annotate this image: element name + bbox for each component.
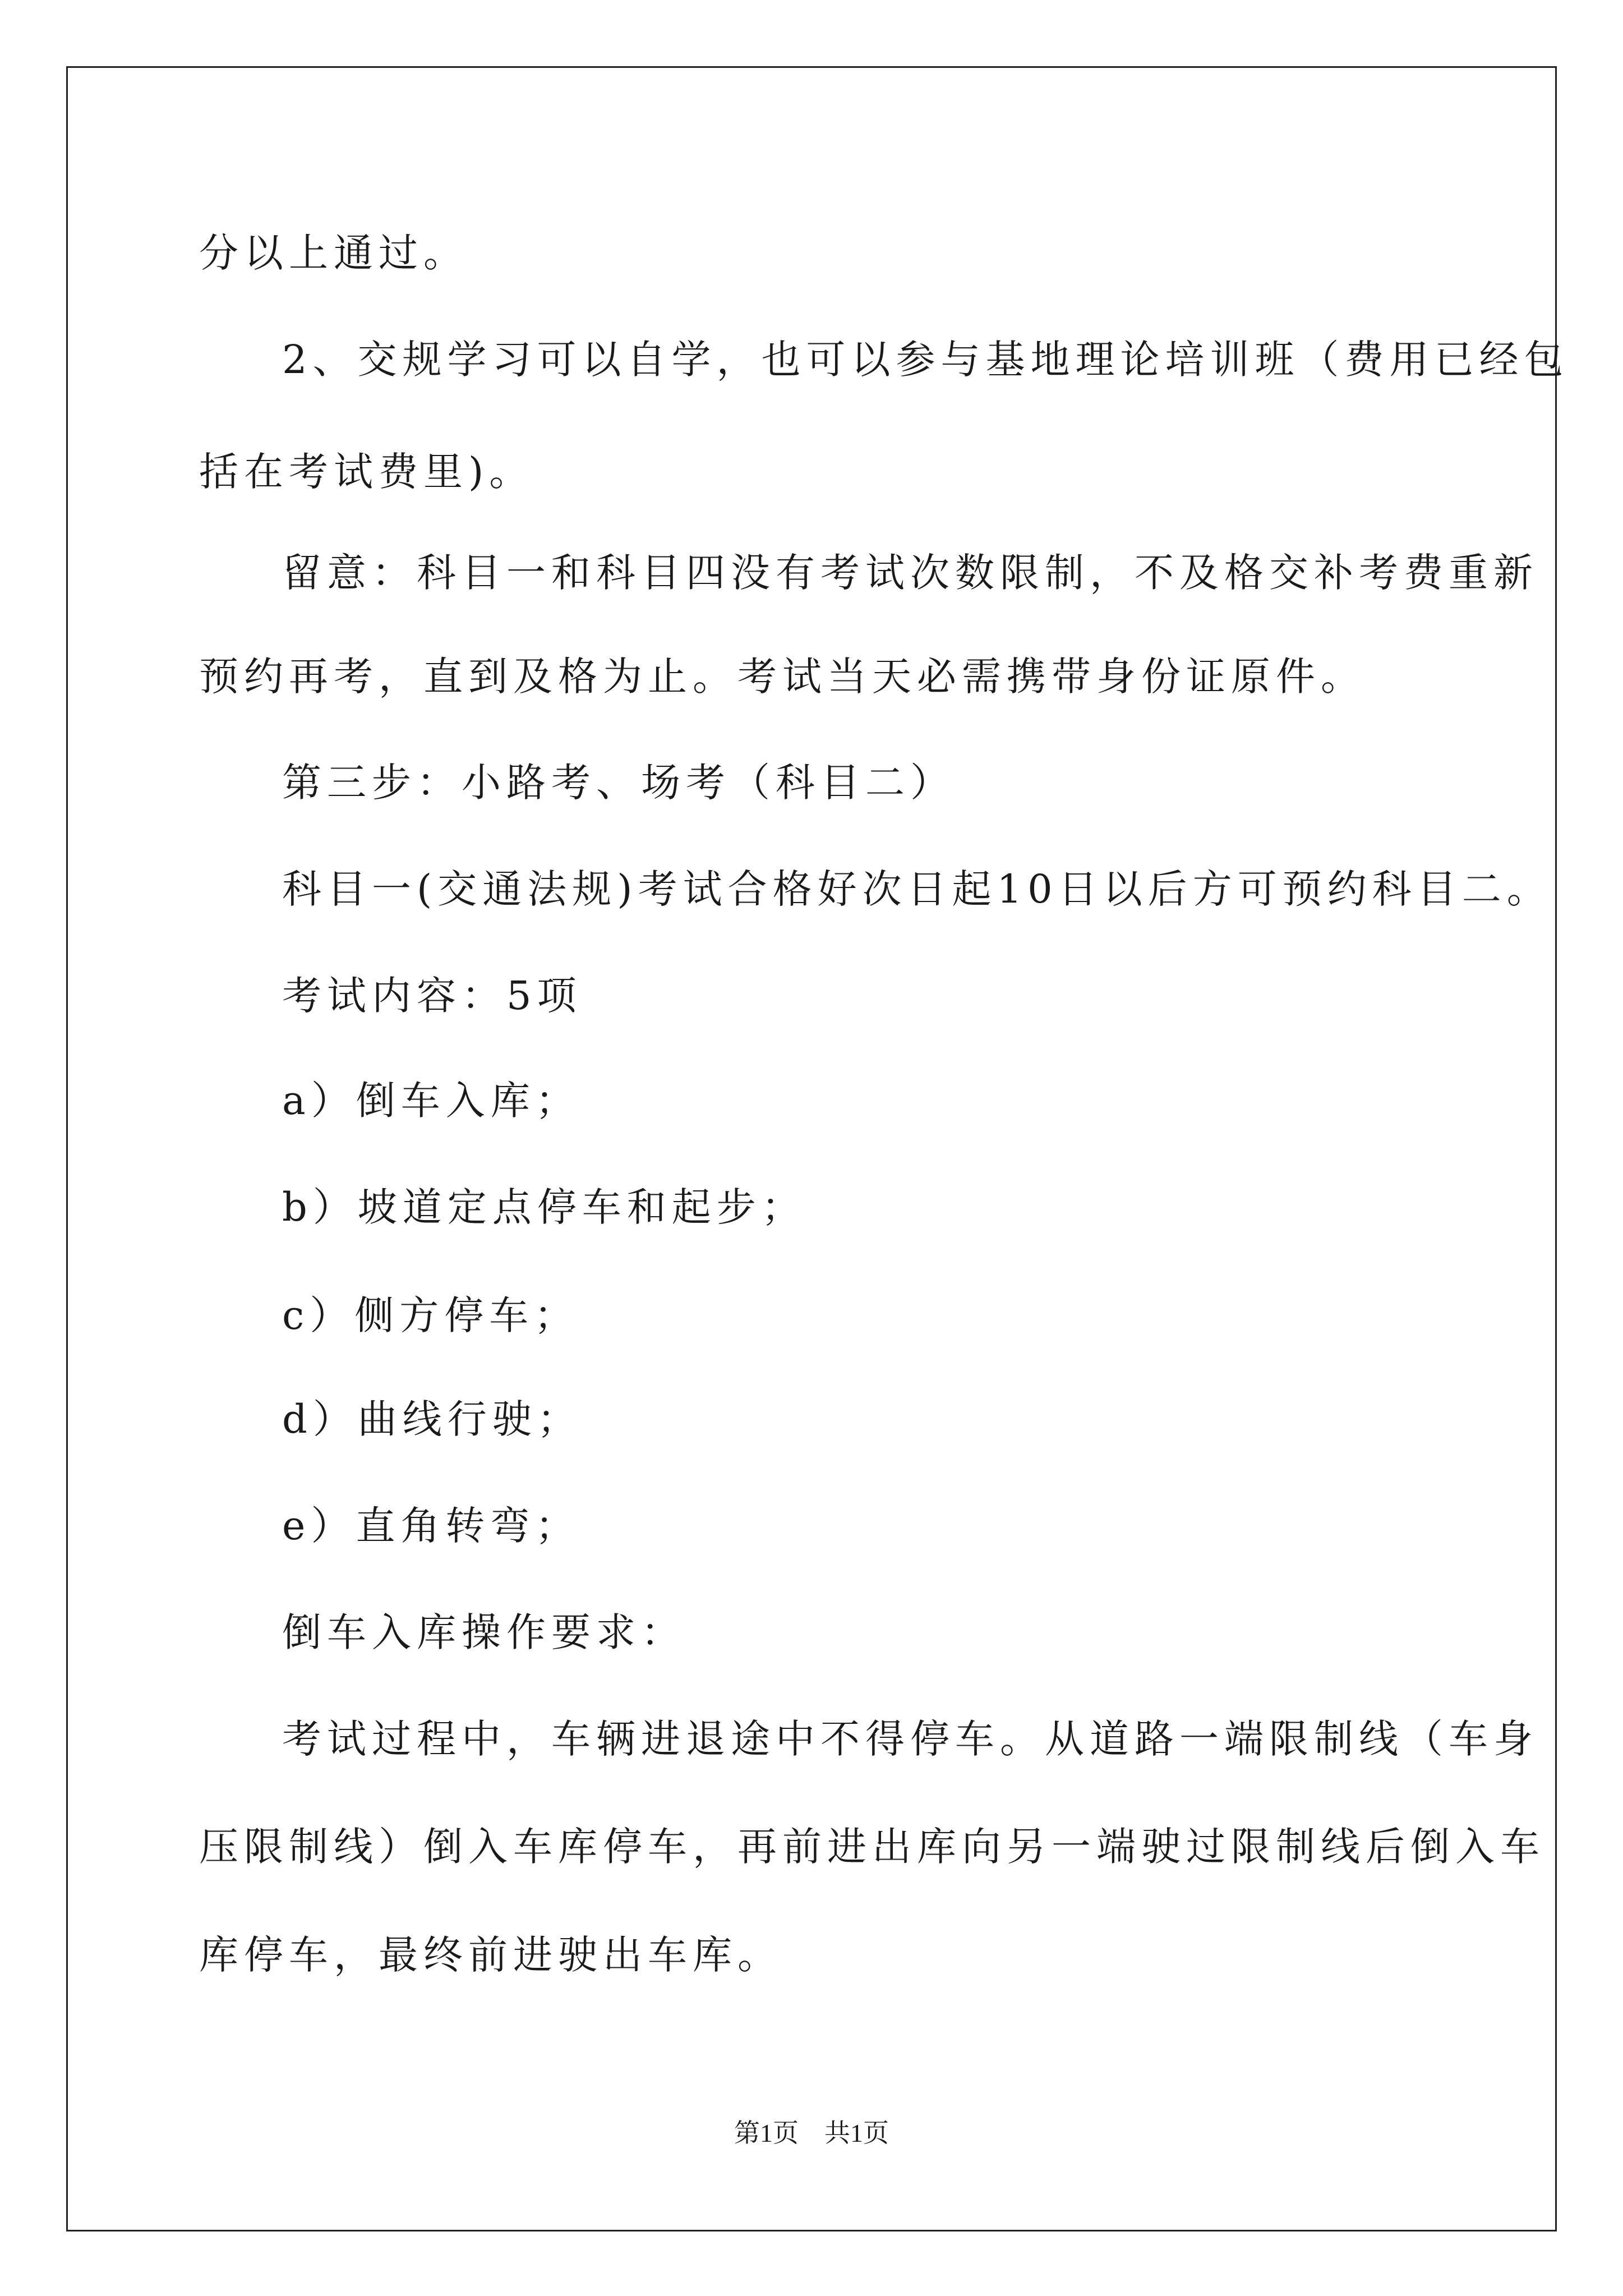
text-line: 科目一(交通法规)考试合格好次日起10日以后方可预约科目二。 xyxy=(282,866,1552,912)
page-number: 第1页 xyxy=(734,2119,799,2147)
list-item: a）倒车入库； xyxy=(282,1078,580,1124)
list-item: c）侧方停车； xyxy=(282,1292,579,1338)
text-line: 留意：科目一和科目四没有考试次数限制，不及格交补考费重新 xyxy=(282,550,1538,596)
section-heading: 第三步：小路考、场考（科目二） xyxy=(282,760,955,806)
text-line: 括在考试费里)。 xyxy=(199,449,534,495)
page-border xyxy=(66,66,1557,2231)
text-line: 考试内容：5项 xyxy=(282,973,582,1019)
list-item: e）直角转弯； xyxy=(282,1503,580,1549)
text-line: 分以上通过。 xyxy=(199,230,468,276)
text-line: 库停车，最终前进驶出车库。 xyxy=(199,1932,782,1978)
text-line: 倒车入库操作要求： xyxy=(282,1609,686,1655)
text-line: 2、交规学习可以自学，也可以参与基地理论培训班（费用已经包 xyxy=(282,337,1569,383)
page-footer xyxy=(0,2116,1623,2150)
list-item: b）坡道定点停车和起步； xyxy=(282,1184,806,1230)
list-item: d）曲线行驶； xyxy=(282,1396,582,1442)
text-line: 考试过程中，车辆进退途中不得停车。从道路一端限制线（车身 xyxy=(282,1716,1538,1762)
page-total: 共1页 xyxy=(824,2119,889,2147)
text-line: 预约再考，直到及格为止。考试当天必需携带身份证原件。 xyxy=(199,654,1366,700)
text-line: 压限制线）倒入车库停车，再前进出库向另一端驶过限制线后倒入车 xyxy=(199,1824,1545,1870)
